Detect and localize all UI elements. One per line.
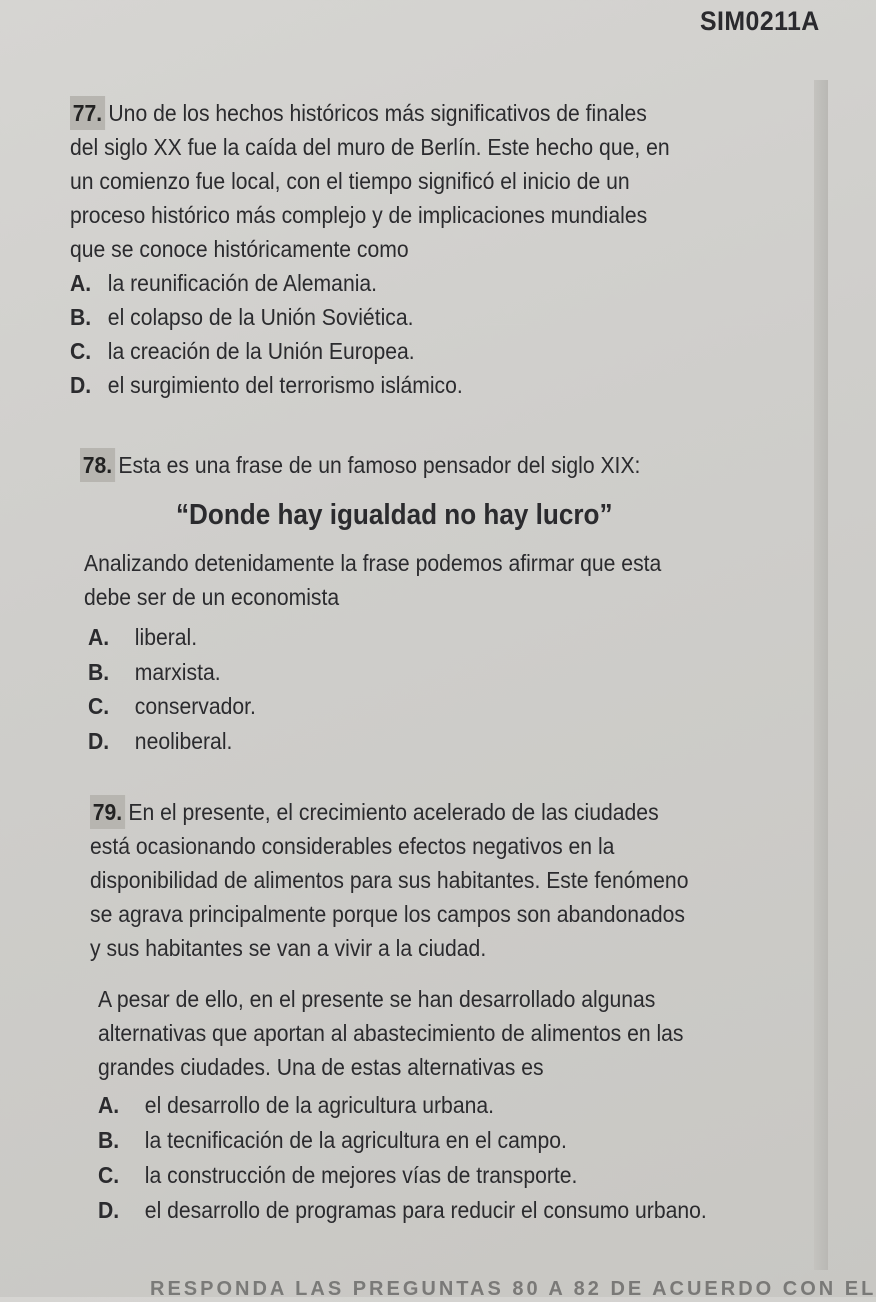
page-edge xyxy=(814,80,828,1270)
option-a: A. liberal. xyxy=(88,624,198,650)
question-77-line: del siglo XX fue la caída del muro de Berlín. Este hecho que, en xyxy=(70,134,670,160)
question-79-line: disponibilidad de alimentos para sus habitantes. Este fenómeno xyxy=(90,867,689,893)
footer-instruction: RESPONDA LAS PREGUNTAS 80 A 82 DE ACUERDO CON EL xyxy=(150,1278,876,1300)
question-79-line: grandes ciudades. Una de estas alternativas es xyxy=(98,1054,544,1080)
question-79-line: alternativas que aportan al abastecimiento de alimentos en las xyxy=(98,1020,684,1046)
question-77-line: proceso histórico más complejo y de implicaciones mundiales xyxy=(70,202,648,228)
question-number: 77. xyxy=(70,96,105,130)
option-a: A. el desarrollo de la agricultura urbana. xyxy=(98,1092,494,1118)
option-b: B. la tecnificación de la agricultura en el campo. xyxy=(98,1127,567,1153)
question-79-line: 79. En el presente, el crecimiento acelerado de las ciudades xyxy=(90,795,688,829)
question-number: 79. xyxy=(90,795,125,829)
quote: “Donde hay igualdad no hay lucro” xyxy=(176,499,613,531)
option-a: A. la reunificación de Alemania. xyxy=(70,270,378,296)
exam-code: SIM0211A xyxy=(700,6,820,36)
question-79-line: se agrava principalmente porque los campos son abandonados xyxy=(90,901,685,927)
option-d: D. el surgimiento del terrorismo islámico. xyxy=(70,372,463,398)
option-c: C. la construcción de mejores vías de transporte. xyxy=(98,1162,578,1188)
option-b: B. marxista. xyxy=(88,658,221,685)
question-78-intro: 78. Esta es una frase de un famoso pensador del siglo XIX: xyxy=(80,448,640,482)
question-77 xyxy=(70,96,736,402)
question-79-options xyxy=(98,1088,774,1228)
question-78-body xyxy=(84,546,725,614)
option-c: C. la creación de la Unión Europea. xyxy=(70,338,415,364)
question-77-line: 77. Uno de los hechos históricos más significativos de finales xyxy=(70,96,670,130)
question-79-line: está ocasionando considerables efectos negativos en la xyxy=(90,833,615,859)
question-79-line: y sus habitantes se van a vivir a la ciudad. xyxy=(90,935,487,961)
question-number: 78. xyxy=(80,448,115,482)
question-79-line: A pesar de ello, en el presente se han desarrollado algunas xyxy=(98,986,656,1012)
question-79 xyxy=(90,795,755,965)
option-b: B. el colapso de la Unión Soviética. xyxy=(70,304,414,330)
question-77-line: un comienzo fue local, con el tiempo significó el inicio de un xyxy=(70,168,630,194)
option-d: D. el desarrollo de programas para reducir el consumo urbano. xyxy=(98,1197,707,1223)
option-d: D. neoliberal. xyxy=(88,727,233,754)
question-78 xyxy=(80,448,703,482)
question-79-body xyxy=(98,982,749,1084)
option-c: C. conservador. xyxy=(88,693,256,719)
question-77-line: que se conoce históricamente como xyxy=(70,236,409,262)
question-78-line: debe ser de un economista xyxy=(84,584,340,610)
question-78-line: Analizando detenidamente la frase podemos afirmar que esta xyxy=(84,550,662,576)
question-78-options xyxy=(88,620,275,758)
